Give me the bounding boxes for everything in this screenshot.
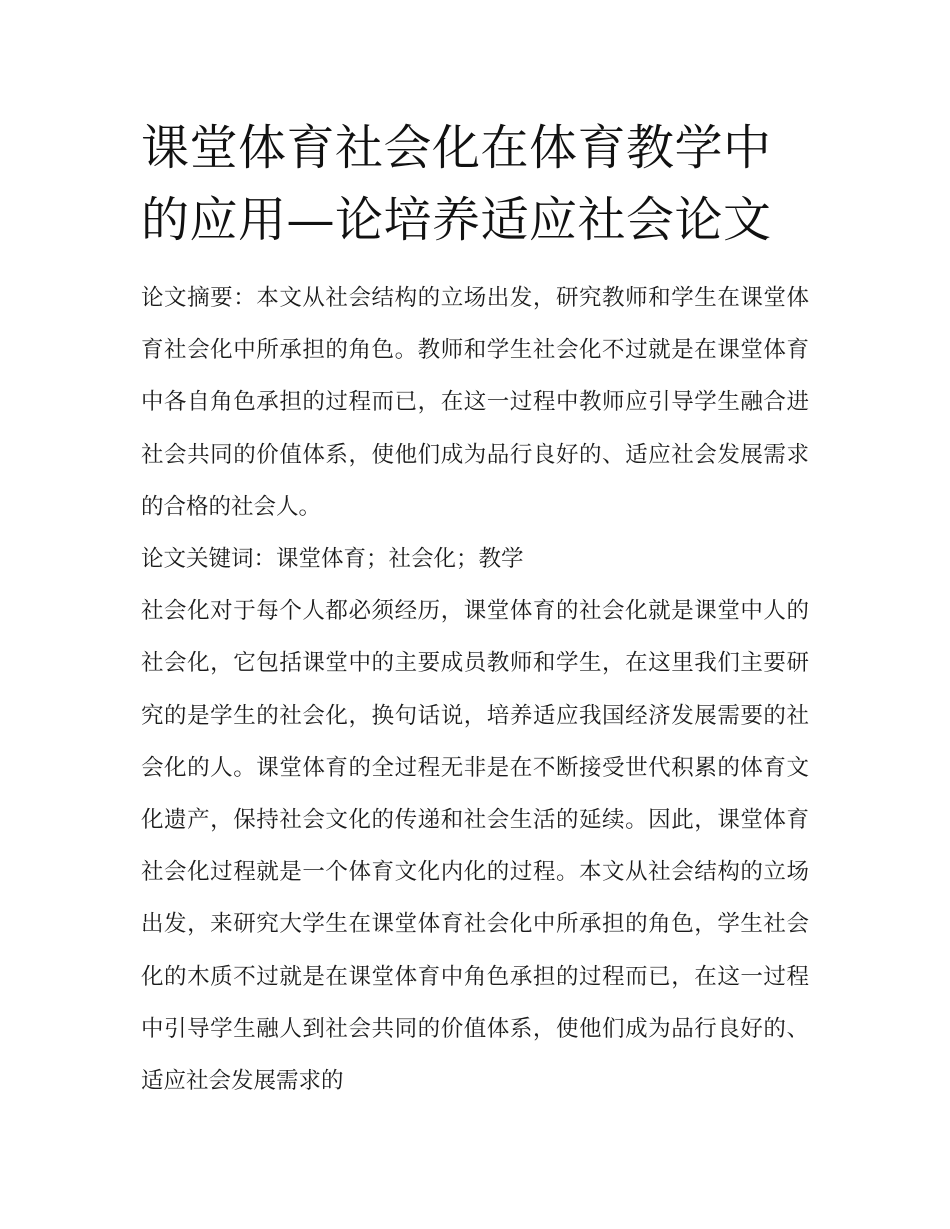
title-line-1: 课堂体育社会化在体育教学中 [141, 120, 772, 176]
document-title [141, 112, 809, 256]
keywords-paragraph: 论文关键词：课堂体育；社会化；教学 [141, 546, 524, 573]
title-line-2: 的应用—论培养适应社会论文 [141, 192, 772, 248]
abstract-paragraph: 论文摘要：本文从社会结构的立场出发，研究教师和学生在课堂体育社会化中所承担的角色。教师和学生社会化不过就是在课堂体育中各自角色承担的过程而已，在这一过程中教师应引导学生融合进社会共同的价值体系，使他们成为品行良好的、适应社会发展需求的合格的社会人。 [141, 285, 809, 520]
document-content [141, 112, 809, 1107]
body-paragraph: 社会化对于每个人都必须经历，课堂体育的社会化就是课堂中人的社会化，它包括课堂中的主要成员教师和学生，在这里我们主要研究的是学生的社会化，换句话说，培养适应我国经济发展需要的社会化的人。课堂体育的全过程无非是在不断接受世代积累的体育文化遗产，保持社会文化的传递和社会生活的延续。因此，课堂体育社会化过程就是一个体育文化内化的过程。本文从社会结构的立场出发，来研究大学生在课堂体育社会化中所承担的角色，学生社会化的木质不过就是在课堂体育中角色承担的过程而已，在这一过程中引导学生融人到社会共同的价值体系，使他们成为品行良好的、适应社会发展需求的 [141, 598, 809, 1095]
